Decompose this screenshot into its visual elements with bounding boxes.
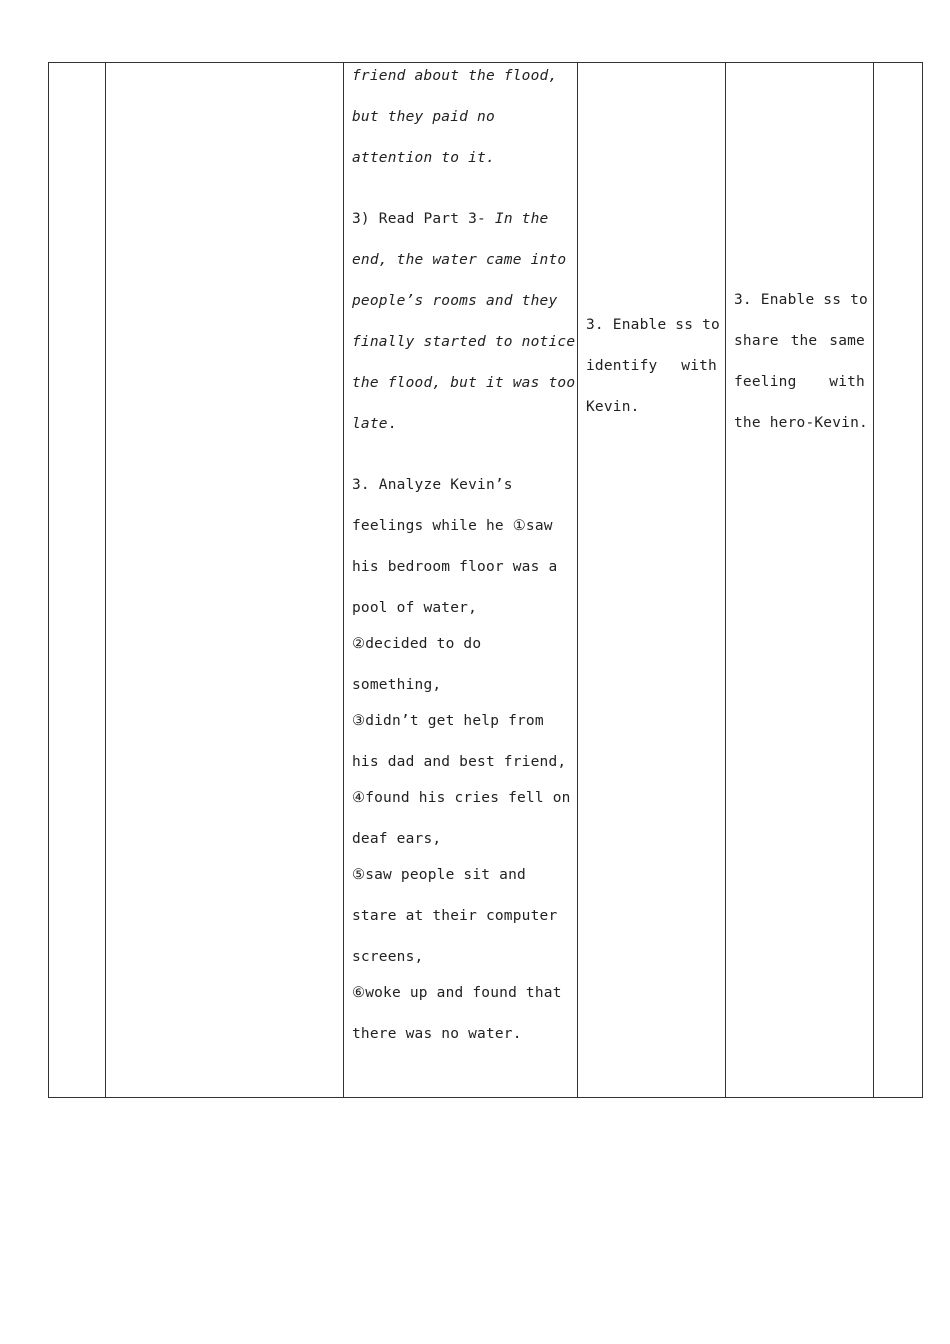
procedure-line-italic: In the — [494, 211, 549, 227]
purpose-line: 3. Enable ss to — [586, 317, 720, 333]
procedure-line: something, — [352, 677, 442, 693]
intention-word: the — [790, 333, 818, 349]
procedure-line: ②decided to do — [352, 636, 482, 652]
procedure-line: his bedroom floor was a — [352, 559, 558, 575]
procedure-line: 3. Analyze Kevin’s — [352, 477, 513, 493]
procedure-line: attention to it. — [352, 150, 495, 166]
procedure-line: pool of water, — [352, 600, 478, 616]
procedure-line: his dad and best friend, — [352, 754, 567, 770]
procedure-line — [352, 199, 568, 240]
procedure-line: feelings while he ①saw — [352, 518, 553, 534]
intention-line: 3. Enable ss to — [734, 292, 868, 308]
lesson-plan-table — [48, 62, 923, 1098]
procedure-line-plain: . — [387, 416, 397, 432]
procedure-text — [352, 56, 576, 1055]
intention-line — [734, 362, 865, 403]
empty-cell-step — [49, 63, 106, 1098]
procedure-line-plain: 3) Read Part 3- — [352, 211, 495, 227]
procedure-cell — [344, 63, 578, 1098]
purpose-line — [586, 346, 717, 387]
purpose-text — [586, 305, 720, 428]
procedure-line: deaf ears, — [352, 831, 442, 847]
table-row — [49, 63, 923, 1098]
procedure-line: ④found his cries fell on — [352, 790, 571, 806]
empty-cell-stage — [106, 63, 344, 1098]
procedure-line-italic: late — [352, 416, 388, 432]
procedure-line: ⑥woke up and found that — [352, 985, 562, 1001]
procedure-line: screens, — [352, 949, 424, 965]
purpose-line: Kevin. — [586, 399, 640, 415]
procedure-line: people’s rooms and they — [352, 293, 558, 309]
procedure-line: end, the water came into — [352, 252, 567, 268]
intention-word: share — [734, 333, 779, 349]
intention-word: feeling — [734, 374, 797, 390]
procedure-line: stare at their computer — [352, 908, 558, 924]
purpose-word: with — [681, 358, 717, 374]
purpose-word: identify — [586, 358, 658, 374]
intention-line: the hero-Kevin. — [734, 415, 868, 431]
intention-word: with — [829, 374, 865, 390]
purpose-cell — [578, 63, 726, 1098]
intention-text — [734, 280, 868, 444]
procedure-line: but they paid no — [352, 109, 495, 125]
intention-line — [734, 321, 865, 362]
procedure-line: the flood, but it was too — [352, 375, 576, 391]
intention-cell — [726, 63, 874, 1098]
procedure-line: ③didn’t get help from — [352, 713, 544, 729]
intention-word: same — [829, 333, 865, 349]
procedure-line: finally started to notice — [352, 334, 576, 350]
procedure-line: friend about the flood, — [352, 68, 558, 84]
procedure-line: ⑤saw people sit and — [352, 867, 526, 883]
empty-cell-notes — [874, 63, 923, 1098]
procedure-line: there was no water. — [352, 1026, 522, 1042]
procedure-line — [352, 404, 568, 445]
